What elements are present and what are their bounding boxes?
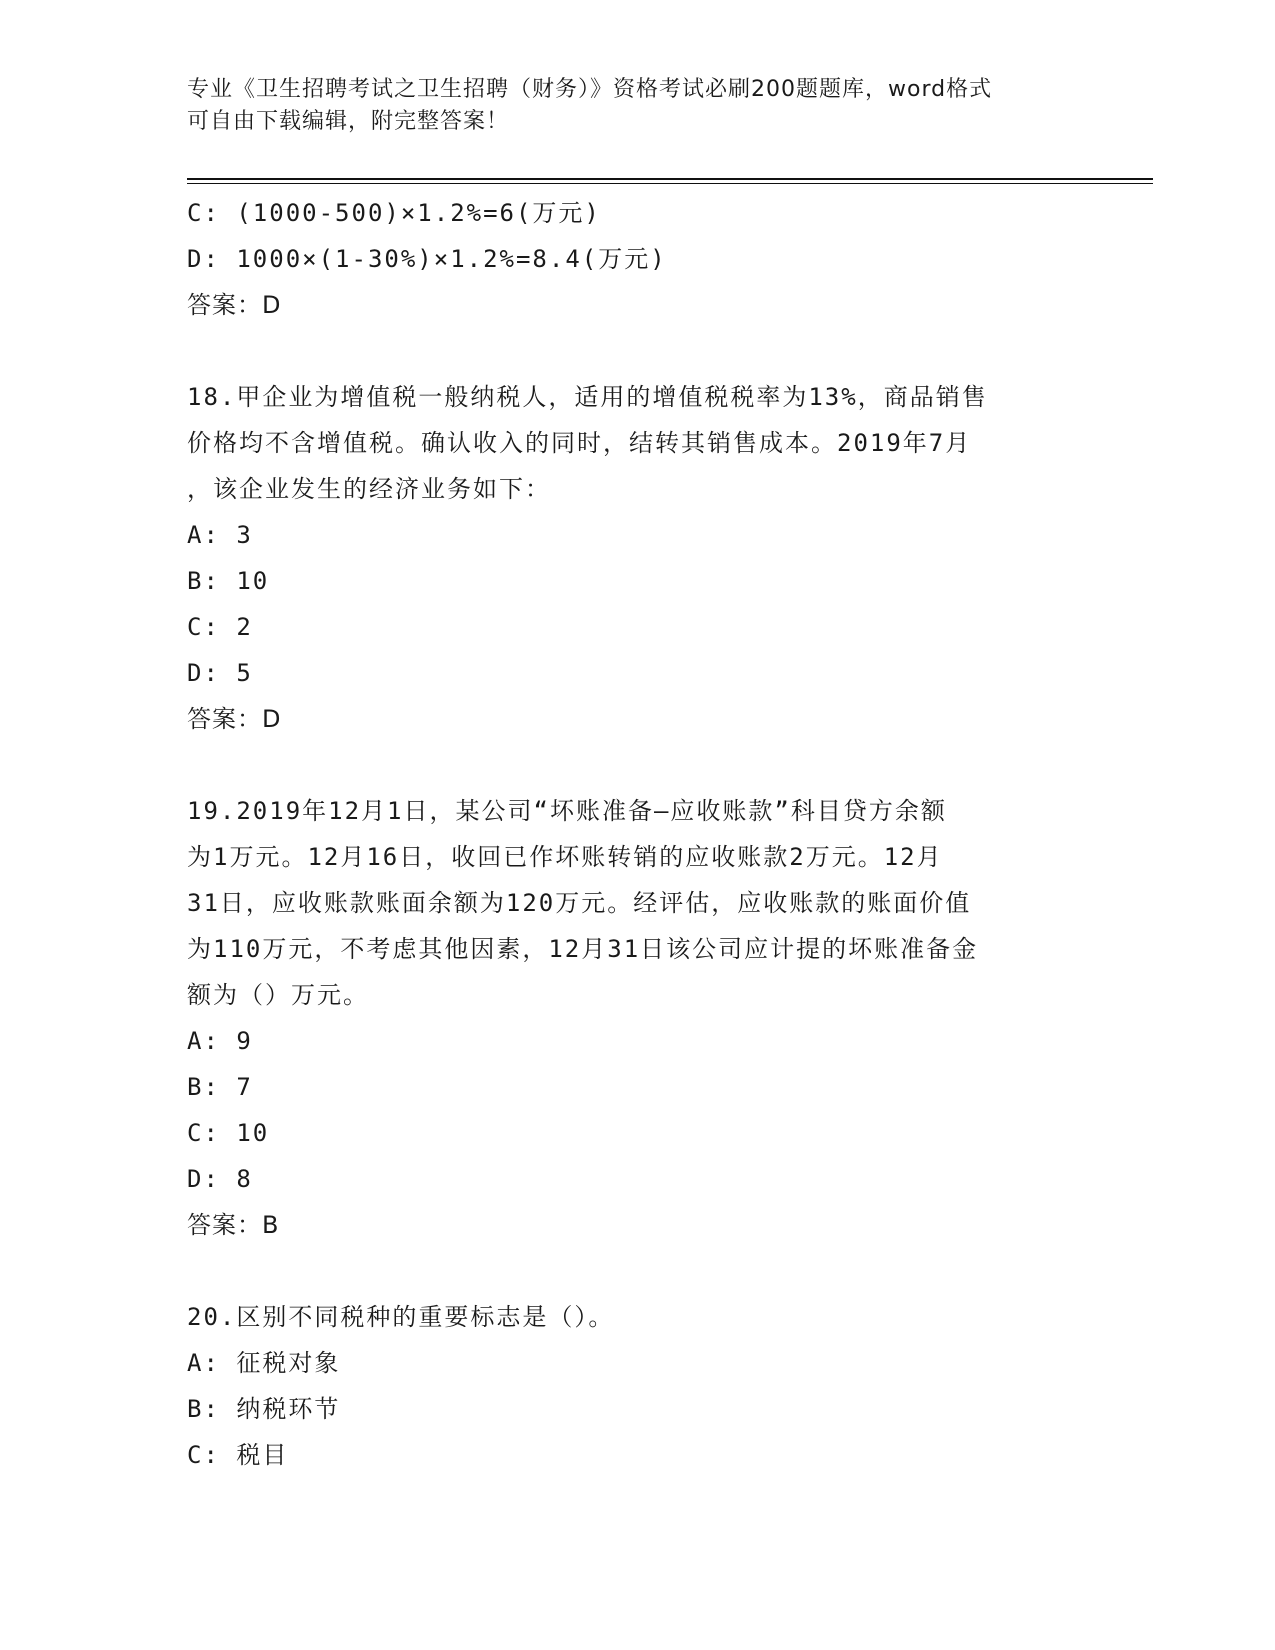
header-divider-thin: [187, 183, 1153, 184]
header-line-2: 可自由下载编辑，附完整答案！: [187, 109, 510, 134]
option-d: D: 5: [187, 659, 253, 687]
question-text: 19.2019年12月1日，某公司“坏账准备—应收账款”科目贷方余额: [187, 797, 947, 825]
option-d: D: 1000×(1-30%)×1.2%=8.4(万元): [187, 245, 667, 273]
option-c: C: 2: [187, 613, 253, 641]
question-text: 价格均不含增值税。确认收入的同时，结转其销售成本。2019年7月: [187, 429, 972, 457]
header-divider-thick: [187, 178, 1153, 180]
option-a: A: 征税对象: [187, 1349, 341, 1377]
question-text: 20.区别不同税种的重要标志是（）。: [187, 1303, 615, 1331]
header-line-1: 专业《卫生招聘考试之卫生招聘（财务）》资格考试必刷200题题库，word格式: [187, 77, 993, 102]
answer-label: 答案：D: [187, 705, 282, 733]
question-text: ，该企业发生的经济业务如下：: [187, 475, 551, 503]
question-20: [187, 1294, 1087, 1478]
document-header: [187, 74, 1087, 138]
option-c: C: 10: [187, 1119, 270, 1147]
option-a: A: 3: [187, 521, 253, 549]
question-text: 为1万元。12月16日，收回已作坏账转销的应收账款2万元。12月: [187, 843, 943, 871]
spacer: [187, 742, 1087, 788]
answer-label: 答案：D: [187, 291, 282, 319]
option-b: B: 10: [187, 567, 270, 595]
option-b: B: 7: [187, 1073, 253, 1101]
option-d: D: 8: [187, 1165, 253, 1193]
option-b: B: 纳税环节: [187, 1395, 341, 1423]
question-text: 31日，应收账款账面余额为120万元。经评估，应收账款的账面价值: [187, 889, 972, 917]
spacer: [187, 1248, 1087, 1294]
question-list: [187, 190, 1087, 1478]
question-17-tail: [187, 190, 1087, 328]
question-text: 额为（）万元。: [187, 981, 369, 1009]
spacer: [187, 328, 1087, 374]
question-text: 为110万元，不考虑其他因素，12月31日该公司应计提的坏账准备金: [187, 935, 979, 963]
answer-label: 答案：B: [187, 1211, 280, 1239]
option-c: C: (1000-500)×1.2%=6(万元): [187, 199, 601, 227]
option-c: C: 税目: [187, 1441, 289, 1469]
question-text: 18.甲企业为增值税一般纳税人，适用的增值税税率为13%，商品销售: [187, 383, 988, 411]
option-a: A: 9: [187, 1027, 253, 1055]
question-18: [187, 374, 1087, 742]
question-19: [187, 788, 1087, 1248]
